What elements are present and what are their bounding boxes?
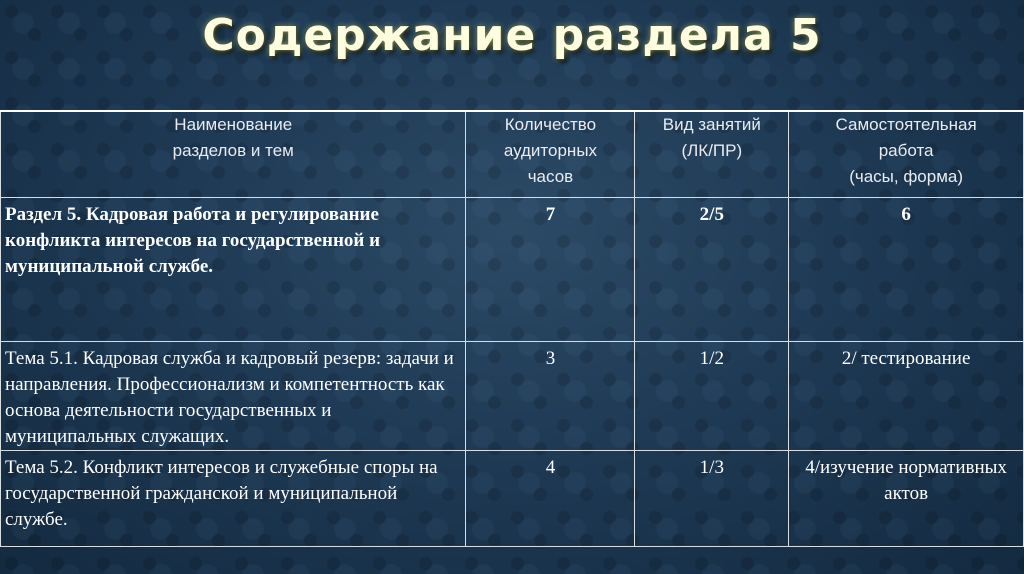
row-hours-cell: 4 [466, 450, 635, 546]
row-type-cell: 1/2 [635, 341, 789, 450]
table-header-row [1, 111, 1024, 197]
table-row [1, 450, 1024, 546]
row-selfwork-cell: 6 [789, 197, 1024, 341]
table-row [1, 197, 1024, 341]
row-hours-cell: 3 [466, 341, 635, 450]
row-type-cell: 2/5 [635, 197, 789, 341]
header-selfwork-text: Самостоятельная работа (часы, форма) [835, 115, 977, 186]
row-type-cell: 1/3 [635, 450, 789, 546]
row-hours-cell: 7 [466, 197, 635, 341]
row-name-cell: Раздел 5. Кадровая работа и регулирование конфликта интересов на государственной и муниципальной службе. [1, 197, 466, 341]
row-name-cell: Тема 5.2. Конфликт интересов и служебные споры на государственной гражданской и муниципальной службе. [1, 450, 466, 546]
content-table [0, 110, 1024, 547]
row-name-cell: Тема 5.1. Кадровая служба и кадровый резерв: задачи и направления. Профессионализм и компетентность как основа деятельности государственных и муниципальных служащих. [1, 341, 466, 450]
header-name [1, 111, 466, 197]
table-row [1, 341, 1024, 450]
header-name-text: Наименование разделов и тем [172, 115, 294, 160]
slide-title: Содержание раздела 5 [202, 10, 822, 61]
header-selfwork [789, 111, 1024, 197]
row-selfwork-cell: 4/изучение нормативных актов [789, 450, 1024, 546]
header-type [635, 111, 789, 197]
header-hours-text: Количество аудиторных часов [503, 115, 598, 186]
header-type-text: Вид занятий (ЛК/ПР) [662, 115, 761, 160]
row-selfwork-cell: 2/ тестирование [789, 341, 1024, 450]
header-hours [466, 111, 635, 197]
